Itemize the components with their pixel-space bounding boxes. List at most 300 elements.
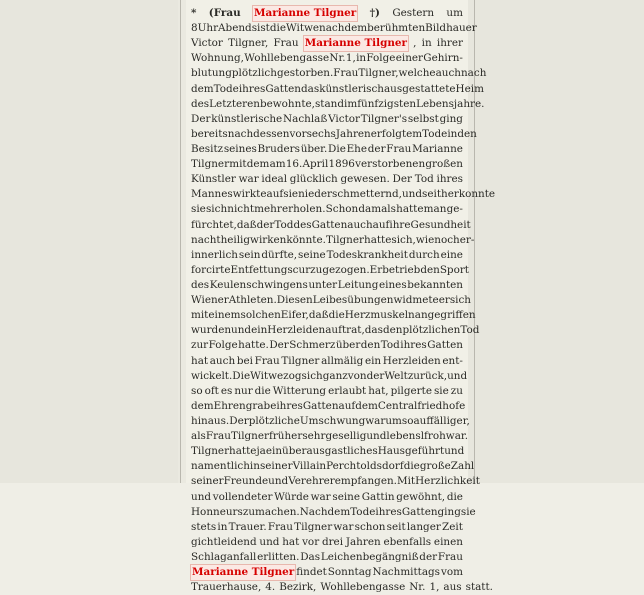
article-word: statt. [465, 581, 493, 594]
article-word: ein [364, 354, 382, 367]
article-word: Wohllebengasse [320, 581, 406, 594]
article-word: konnte [458, 188, 496, 201]
article-word: Besitz [191, 142, 224, 155]
article-word: Der [392, 173, 412, 186]
article-word: sehr [302, 430, 326, 443]
article-word: Entfettungscur [230, 263, 311, 276]
article-word: das [301, 82, 320, 95]
article-word: im [344, 97, 358, 110]
article-word: Frau [205, 430, 231, 443]
article-word: Nachlaß [283, 112, 328, 125]
article-word: Tilgner's [360, 112, 408, 125]
article-word: langer [406, 520, 441, 533]
article-word: Gatten [401, 505, 438, 518]
left-margin [0, 0, 178, 483]
article-word: Sport [439, 263, 469, 276]
article-word: angegriffen [414, 309, 476, 322]
article-word: Gatten [427, 339, 463, 352]
article-word: wie [415, 233, 435, 246]
article-word: Wohllebengasse [244, 52, 330, 65]
article-word: Todeskrankheit [326, 248, 408, 261]
article-word: sein [238, 248, 261, 261]
article-word: oft [204, 384, 219, 397]
article-word: umso [385, 414, 414, 427]
article-word: 1, [429, 581, 440, 594]
article-word: auf [372, 218, 390, 231]
article-word: Würde [274, 490, 309, 503]
article-word: war. [445, 430, 469, 443]
article-word: war [333, 520, 354, 533]
article-word: Der [229, 414, 249, 427]
article-word: mehr [254, 203, 282, 216]
article-word: zur [191, 339, 209, 352]
article-word: ging [439, 112, 463, 125]
article-word: glücklich [289, 173, 338, 186]
article-word: ihres [238, 82, 266, 95]
article-word: 16. [285, 158, 303, 171]
article-word: betrieb [382, 263, 421, 276]
article-word: gastliches [324, 445, 378, 458]
article-word: seine [332, 490, 361, 503]
article-word: Wohnung, [191, 52, 244, 65]
article-word: bei [236, 354, 253, 367]
article-word: Tilgner [294, 520, 333, 533]
article-word: bekannten [407, 278, 463, 291]
article-word: wirken [250, 233, 287, 246]
article-word: Witwe [286, 22, 320, 35]
article-word: pilgerte [390, 384, 432, 397]
article-line [191, 263, 469, 278]
article-word: ihres [436, 173, 463, 186]
article-word: zog [283, 369, 302, 382]
article-word: Tod [460, 324, 480, 337]
article-line [191, 36, 463, 51]
article-word: einer [395, 52, 423, 65]
article-word: 1, [345, 52, 356, 65]
article-word: Leitung [337, 278, 379, 291]
article-word: aus [443, 581, 462, 594]
article-word: und [191, 490, 212, 503]
article-line [191, 550, 463, 565]
article-word: nicht [227, 203, 254, 216]
article-line [191, 565, 463, 580]
article-word: er [438, 294, 450, 307]
article-word: zurück, [407, 369, 448, 382]
article-word: in [249, 460, 260, 473]
article-word: in [316, 460, 327, 473]
article-word: künstlerische [211, 112, 283, 125]
article-word: gewöhnt, [396, 490, 446, 503]
article-word: einem [208, 309, 241, 322]
article-word: ausgestattete [383, 82, 456, 95]
article-word: Tilgner [191, 158, 230, 171]
article-line [191, 354, 463, 369]
article-word: ihres [400, 339, 427, 352]
article-word: Nr. [329, 52, 346, 65]
article-word: selbst [407, 112, 439, 125]
article-word: Abends [218, 22, 258, 35]
article-word: auftrat, [325, 324, 365, 337]
article-word: ideal [261, 173, 288, 186]
article-word: hat [191, 354, 209, 367]
article-word: Jahren [345, 535, 381, 548]
article-word: erlitten. [257, 550, 300, 563]
article-word: Freunde [223, 475, 269, 488]
article-line [191, 369, 468, 384]
article-word: dürfte, [261, 248, 298, 261]
article-word: erlaubt [328, 384, 367, 397]
article-word: Künstler [191, 173, 236, 186]
article-word: ein [251, 324, 268, 337]
article-word: durch [408, 248, 440, 261]
article-line [191, 82, 484, 97]
article-word: Frau [273, 37, 299, 50]
article-line [191, 429, 469, 444]
search-highlight: Marianne Tilgner [253, 6, 357, 21]
article-line [191, 505, 476, 520]
article-word: großen [425, 158, 463, 171]
article-word: Bruders [257, 142, 300, 155]
article-word: Folge [208, 339, 238, 352]
search-highlight: Marianne Tilgner [304, 36, 408, 51]
article-word: Gesundheit [410, 218, 471, 231]
article-word: Umschwung [299, 414, 366, 427]
article-word: Der [191, 112, 211, 125]
article-word: Perchtoldsdorf [326, 460, 404, 473]
article-word: den [360, 339, 381, 352]
article-word: fünfzigsten [357, 97, 417, 110]
article-word: Tilgner [191, 445, 230, 458]
article-word: ihres [375, 505, 402, 518]
article-word: der [256, 218, 275, 231]
article-word: Heim [455, 82, 484, 95]
article-word: lebenslfroh [386, 430, 446, 443]
article-word: 1896 [328, 158, 355, 171]
article-word: die [269, 22, 286, 35]
article-word: Tod [414, 173, 434, 186]
article-word: Frau [254, 354, 280, 367]
article-word: (Frau [208, 7, 241, 19]
article-line [191, 6, 463, 21]
article-word: und [447, 369, 468, 382]
article-word: war [365, 414, 386, 427]
article-word: am [269, 158, 286, 171]
article-word: nach [460, 67, 487, 80]
article-word: empfangen. [334, 475, 397, 488]
article-word: Herzleiden [267, 324, 326, 337]
article-word: niederschmetternd, [298, 188, 402, 201]
article-line [191, 580, 493, 595]
article-word: sechs [306, 127, 336, 140]
article-word: erholen. [281, 203, 326, 216]
article-line [191, 21, 477, 36]
article-word: Herzlichkeit [415, 475, 480, 488]
article-word: Er [369, 263, 383, 276]
article-word: und [444, 445, 465, 458]
article-line [191, 414, 470, 429]
article-word: ganz [322, 369, 348, 382]
article-word: †) [369, 7, 380, 19]
article-word: dem [355, 399, 378, 412]
article-word: und [231, 324, 252, 337]
article-word: hatte [364, 233, 392, 246]
article-word: Das [300, 550, 321, 563]
article-word: hatte [229, 445, 257, 458]
article-word: Schlaganfall [191, 550, 257, 563]
article-word: in [356, 52, 367, 65]
article-word: Tode [422, 127, 448, 140]
article-word: sich [205, 203, 228, 216]
article-word: seine [298, 248, 326, 261]
article-word: des [191, 278, 210, 291]
article-word: Gestern [392, 7, 435, 19]
article-line [191, 384, 463, 399]
article-line [191, 323, 480, 338]
article-word: des [191, 97, 210, 110]
article-column [186, 0, 496, 594]
article-word: ja [256, 445, 266, 458]
article-word: geführt [405, 445, 445, 458]
article-word: Gatten [265, 82, 301, 95]
article-line [191, 293, 471, 308]
article-word: zu [242, 505, 256, 518]
article-word: der [367, 142, 386, 155]
article-word: mit [229, 158, 247, 171]
article-line [191, 338, 463, 353]
article-word: hatte [396, 203, 424, 216]
article-line [191, 399, 466, 414]
article-word: und [268, 475, 289, 488]
article-word: als [191, 430, 206, 443]
article-word: nur [234, 384, 253, 397]
article-word: Trauer. [228, 520, 267, 533]
article-word: sie [283, 188, 299, 201]
article-word: gewesen. [340, 173, 390, 186]
article-word: forcirte [191, 263, 231, 276]
article-word: April [302, 158, 329, 171]
article-word: allmälig [321, 354, 364, 367]
article-word: ein [265, 445, 283, 458]
article-word: Zeit [442, 520, 463, 533]
article-word: so [191, 384, 203, 397]
article-word: Gatten [311, 218, 348, 231]
article-word: plötzlichen [402, 324, 461, 337]
article-word: Honneurs [191, 505, 243, 518]
article-word: noch [434, 233, 460, 246]
article-word: sich, [391, 233, 416, 246]
article-line [191, 474, 480, 489]
article-line [191, 142, 463, 157]
article-word: ge- [446, 203, 463, 216]
article-word: nach [319, 22, 345, 35]
article-word: Villa [292, 460, 317, 473]
article-word: um [446, 7, 463, 19]
article-word: ging [437, 505, 461, 518]
article-word: seit [386, 520, 406, 533]
article-word: war [238, 173, 259, 186]
article-word: sich [301, 369, 323, 382]
article-word: auch [347, 218, 373, 231]
article-word: gichtleidend [191, 535, 257, 548]
article-word: Uhr [197, 22, 219, 35]
article-word: könnte. [286, 233, 326, 246]
article-word: Mit [396, 475, 416, 488]
article-word: ihre [389, 218, 411, 231]
article-word: sie [433, 384, 449, 397]
article-word: zu [450, 384, 463, 397]
article-word: und [401, 188, 423, 201]
article-word: Jahren [335, 127, 371, 140]
article-word: Frau [267, 520, 293, 533]
article-word: einen [433, 535, 463, 548]
article-word: dessen [253, 127, 290, 140]
article-word: er- [459, 233, 475, 246]
article-line [191, 520, 463, 535]
article-word: gestorben. [276, 67, 334, 80]
article-word: von [347, 369, 367, 382]
article-word: Schmerz [289, 339, 336, 352]
article-word: schon [354, 520, 386, 533]
article-word: dem [344, 22, 368, 35]
article-word: wirkte [232, 188, 267, 201]
article-word: Gehirn- [423, 52, 463, 65]
article-word: Keulenschwingens [209, 278, 308, 291]
article-word: fürchtet, [191, 218, 237, 231]
article-word: Lebensjahre. [416, 97, 485, 110]
article-word: sie [460, 505, 476, 518]
article-word: Herzmuskeln [344, 309, 415, 322]
article-word: auf [338, 399, 356, 412]
article-word: Victor [328, 112, 360, 125]
article-word: große [419, 460, 451, 473]
article-word: auch [435, 67, 461, 80]
article-line [191, 444, 463, 459]
article-word: erfolgtem [370, 127, 423, 140]
article-word: Die [328, 142, 346, 155]
article-word: seiner [191, 475, 224, 488]
article-word: widmete [393, 294, 439, 307]
article-line [191, 51, 463, 66]
article-line [191, 459, 475, 474]
article-word: zugezogen. [310, 263, 370, 276]
article-word: Witwe [250, 369, 284, 382]
article-word: * [191, 7, 197, 19]
article-word: Athleten. [228, 294, 277, 307]
article-word: Gattin [361, 490, 395, 503]
article-word: Herzleiden [382, 354, 441, 367]
article-word: die [403, 460, 420, 473]
article-word: Diesen [276, 294, 313, 307]
article-word: Centralfriedhofe [377, 399, 466, 412]
article-line [191, 490, 463, 505]
article-line [191, 248, 463, 263]
article-word: bewohnte, [259, 97, 315, 110]
article-word: Eifer, [280, 309, 309, 322]
article-word: dem [191, 399, 214, 412]
article-line [191, 218, 471, 233]
article-word: findet [296, 566, 327, 579]
article-line [191, 187, 496, 202]
article-word: mit [191, 309, 209, 322]
article-word: Tod [380, 339, 400, 352]
article-word: seither [422, 188, 459, 201]
article-word: Letzteren [209, 97, 260, 110]
article-word: vollendeter [212, 490, 273, 503]
article-word: Tilgner, [228, 37, 269, 50]
article-word: eines [379, 278, 407, 291]
article-word: auffälliger, [413, 414, 470, 427]
article-word: Nr. [409, 581, 426, 594]
article-word: Bildhauer [425, 22, 477, 35]
article-word: , [413, 37, 417, 50]
article-word: Wiener [191, 294, 229, 307]
article-word: Tode [350, 505, 376, 518]
article-word: daß [308, 309, 329, 322]
article-word: gesellig [325, 430, 367, 443]
article-word: sie [191, 203, 206, 216]
article-word: ist [257, 22, 270, 35]
article-word: auf [266, 188, 284, 201]
article-word: Haus [377, 445, 405, 458]
article-word: Tod [274, 218, 294, 231]
article-word: eine [440, 248, 463, 261]
article-line [191, 127, 477, 142]
article-line [191, 278, 463, 293]
article-line [191, 157, 463, 172]
article-word: nach [227, 127, 254, 140]
article-word: plötzliche [248, 414, 300, 427]
article-word: der [419, 550, 438, 563]
article-word: in [447, 127, 458, 140]
article-word: den [420, 263, 440, 276]
article-line [191, 97, 485, 112]
article-word: stand [314, 97, 344, 110]
article-line [191, 535, 463, 550]
article-word: stets [191, 520, 217, 533]
article-word: unter [308, 278, 338, 291]
article-word: Verehrer [288, 475, 335, 488]
article-word: Marianne [412, 142, 463, 155]
article-word: man [423, 203, 447, 216]
article-word: solchen [240, 309, 281, 322]
article-word: Tilgner [230, 430, 269, 443]
article-word: Sonntag [327, 566, 372, 579]
article-word: Tilgner [325, 233, 364, 246]
article-word: war [310, 490, 331, 503]
article-word: den [382, 324, 403, 337]
article-word: bereits [191, 127, 228, 140]
article-word: drei [321, 535, 344, 548]
article-line [191, 112, 463, 127]
article-word: der [366, 369, 385, 382]
article-word: Leibesübungen [312, 294, 394, 307]
article-word: und [366, 430, 387, 443]
article-word: Mannes [191, 188, 233, 201]
article-word: die [328, 309, 345, 322]
article-line [191, 233, 475, 248]
article-word: Tilgner, [358, 67, 399, 80]
article-word: Folge [366, 52, 396, 65]
article-word: Nachmittags [372, 566, 441, 579]
article-word: plötzlich [231, 67, 277, 80]
article-word: Frau [333, 67, 359, 80]
article-word: wickelt. [191, 369, 233, 382]
article-word: Tilgner [281, 354, 320, 367]
article-word: Zahl [450, 460, 475, 473]
article-word: Ehe [346, 142, 368, 155]
article-word: wurden [191, 324, 232, 337]
article-word: vom [440, 566, 463, 579]
